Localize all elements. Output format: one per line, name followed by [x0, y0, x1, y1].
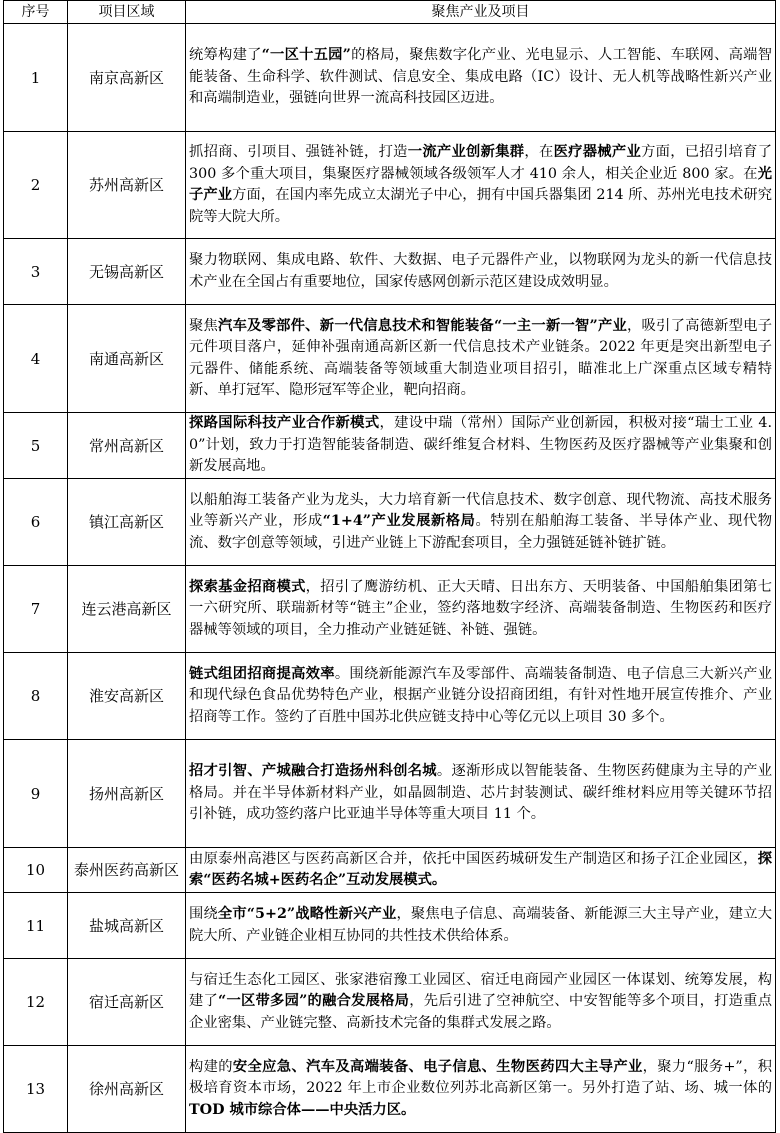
row-number: 11: [4, 893, 68, 959]
description-text: ，聚焦电子信息、高端装备、新能源三大主导产业，建立大院大所、产业链企业相互协同的共性技术供给体系。: [189, 906, 772, 944]
zone-name: 常州高新区: [68, 413, 186, 479]
description-text: 聚力物联网、集成电路、软件、大数据、电子元器件产业，以物联网为龙头的新一代信息技术产业在全国占有重要地位，国家传感网创新示范区建设成效明显。: [189, 252, 772, 290]
description-text: 。围绕新能源汽车及零部件、高端装备制造、电子信息三大新兴产业和现代绿色食品优势特色产业，根据产业链分设招商团组，有针对性地开展宣传推介、产业招商等工作。签约了百胜中国苏北供应链支持中心等亿元以上项目 30 多个。: [189, 665, 773, 725]
row-number: 8: [4, 653, 68, 740]
table-row: [4, 740, 776, 848]
industry-description: [186, 653, 776, 740]
description-text: ，先后引进了空神航空、中安智能等多个项目，打造重点企业密集、产业链完整、高新技术完备的集群式发展之路。: [189, 993, 773, 1031]
table-row: [4, 413, 776, 479]
description-text: 聚焦: [189, 317, 219, 334]
industry-description: [186, 132, 776, 239]
row-number: 9: [4, 740, 68, 848]
zone-name: 扬州高新区: [68, 740, 186, 848]
description-text: ，吸引了高德新型电子元件项目落户，延伸补强南通高新区新一代信息技术产业链条。2022 年更是突出新型电子元器件、储能系统、高端装备等领域重大制造业项目招引，瞄准北上广深重点区域专精特新、单打冠军、隐形冠军等企业，靶向招商。: [189, 317, 773, 398]
table-row: [4, 848, 776, 893]
emphasized-text: 招才引智、产城融合打造扬州科创名城: [189, 763, 437, 780]
zone-name: 淮安高新区: [68, 653, 186, 740]
zone-name: 无锡高新区: [68, 239, 186, 305]
row-number: 3: [4, 239, 68, 305]
header-project-area: 项目区域: [68, 1, 186, 24]
row-number: 5: [4, 413, 68, 479]
zone-name: 南通高新区: [68, 305, 186, 413]
industry-description: [186, 24, 776, 132]
row-number: 12: [4, 959, 68, 1046]
description-text: 抓招商、引项目、强链补链，打造: [189, 144, 408, 160]
description-text: ，聚力“服务+”，积极培育资本市场，2022 年上市企业数位列苏北高新区第一。另外打造了站、场、城一体的: [189, 1058, 773, 1097]
emphasized-text: 链式组团招商提高效率: [189, 665, 335, 682]
zone-name: 宿迁高新区: [68, 959, 186, 1046]
row-number: 7: [4, 566, 68, 653]
description-text: ，建设中瑞（常州）国际产业创新园，积极对接“瑞士工业 4.0”计划，致力于打造智能装备制造、碳纤维复合材料、生物医药及医疗器械等产业集聚和创新发展高地。: [189, 415, 772, 475]
industry-description: [186, 959, 776, 1046]
zone-name: 南京高新区: [68, 24, 186, 132]
emphasized-text: 安全应急、汽车及高端装备、电子信息、生物医药四大主导产业: [232, 1058, 643, 1075]
industry-description: [186, 566, 776, 653]
description-text: 方面，已招引培育了 300 多个重大项目，集聚医疗器械领域各级领军人才 410 余人，相关企业近 800 家。在: [189, 144, 773, 182]
emphasized-text: TOD 城市综合体——中央活力区。: [189, 1101, 416, 1118]
industry-description: [186, 848, 776, 893]
document-page: [3, 0, 775, 1133]
table-row: [4, 24, 776, 132]
table-row: [4, 132, 776, 239]
emphasized-text: 光子产业: [189, 165, 772, 203]
description-text: ，招引了鹰游纺机、正大天晴、日出东方、天明装备、中国船舶集团第七一六研究所、联瑞新材等“链主”企业，签约落地数字经济、高端装备制造、生物医药和医疗器械等领域的项目，全力推动产业链延链、补链、强链。: [189, 578, 772, 638]
header-serial-number: 序号: [4, 1, 68, 24]
emphasized-text: “一区十五园”: [261, 47, 351, 64]
row-number: 13: [4, 1046, 68, 1133]
industry-description: [186, 1046, 776, 1133]
description-text: 方面，在国内率先成立太湖光子中心，拥有中国兵器集团 214 所、苏州光电技术研究院等大院大所。: [189, 187, 773, 225]
emphasized-text: 一流产业创新集群: [407, 144, 525, 160]
emphasized-text: 汽车及零部件、新一代信息技术和智能装备“一主一新一智”产业: [218, 317, 628, 334]
table-row: [4, 1046, 776, 1133]
zone-name: 苏州高新区: [68, 132, 186, 239]
description-text: 由原泰州高港区与医药高新区合并，依托中国医药城研发生产制造区和扬子江企业园区，: [189, 850, 758, 867]
row-number: 2: [4, 132, 68, 239]
table-row: [4, 305, 776, 413]
description-text: 。逐渐形成以智能装备、生物医药健康为主导的产业格局。并在半导体新材料产业，如晶圆制造、芯片封装测试、碳纤维材料应用等关键环节招引补链，成功签约落户比亚迪半导体等重大项目 11 个。: [189, 763, 773, 823]
industry-description: [186, 239, 776, 305]
emphasized-text: 医疗器械产业: [553, 144, 642, 160]
emphasized-text: “一区带多园”的融合发展格局: [218, 993, 410, 1010]
description-text: 统筹构建了: [189, 47, 262, 64]
emphasized-text: 探索基金招商模式: [189, 578, 306, 595]
header-industry-focus: 聚焦产业及项目: [186, 1, 776, 24]
description-text: 。特别在船舶海工装备、半导体产业、现代物流、数字创意等领域，引进产业链上下游配套项目，全力强链延链补链扩链。: [189, 513, 772, 551]
zone-name: 泰州医药高新区: [68, 848, 186, 893]
industry-description: [186, 413, 776, 479]
description-text: 以船舶海工装备产业为龙头，大力培育新一代信息技术、数字创意、现代物流、高技术服务业等新兴产业，形成: [189, 491, 772, 530]
zone-name: 徐州高新区: [68, 1046, 186, 1133]
row-number: 4: [4, 305, 68, 413]
table-row: [4, 239, 776, 305]
table-row: [4, 893, 776, 959]
table-body: [4, 24, 776, 1133]
zone-name: 连云港高新区: [68, 566, 186, 653]
description-text: 与宿迁生态化工园区、张家港宿豫工业园区、宿迁电商园产业园区一体谋划、统筹发展，构建了: [189, 971, 772, 1010]
table-row: [4, 959, 776, 1046]
industry-description: [186, 740, 776, 848]
zone-name: 镇江高新区: [68, 479, 186, 566]
zone-name: 盐城高新区: [68, 893, 186, 959]
description-text: 构建的: [189, 1058, 233, 1075]
emphasized-text: “1+4”产业发展新格局: [322, 513, 476, 530]
description-text: ，在: [524, 144, 554, 160]
row-number: 6: [4, 479, 68, 566]
row-number: 10: [4, 848, 68, 893]
industry-zones-table: [3, 0, 776, 1133]
industry-description: [186, 479, 776, 566]
table-header-row: [4, 1, 776, 24]
emphasized-text: 探索“医药名城+医药名企”互动发展模式。: [189, 850, 772, 888]
industry-description: [186, 305, 776, 413]
description-text: 围绕: [189, 906, 218, 922]
table-row: [4, 653, 776, 740]
emphasized-text: 探路国际科技产业合作新模式: [189, 415, 380, 432]
table-row: [4, 479, 776, 566]
emphasized-text: 全市“5+2”战略性新兴产业: [217, 906, 397, 922]
description-text: 的格局，聚焦数字化产业、光电显示、人工智能、车联网、高端智能装备、生命科学、软件测试、信息安全、集成电路（IC）设计、无人机等战略性新兴产业和高端制造业，强链向世界一流高科技园区迈进。: [189, 47, 772, 107]
row-number: 1: [4, 24, 68, 132]
table-row: [4, 566, 776, 653]
industry-description: [186, 893, 776, 959]
